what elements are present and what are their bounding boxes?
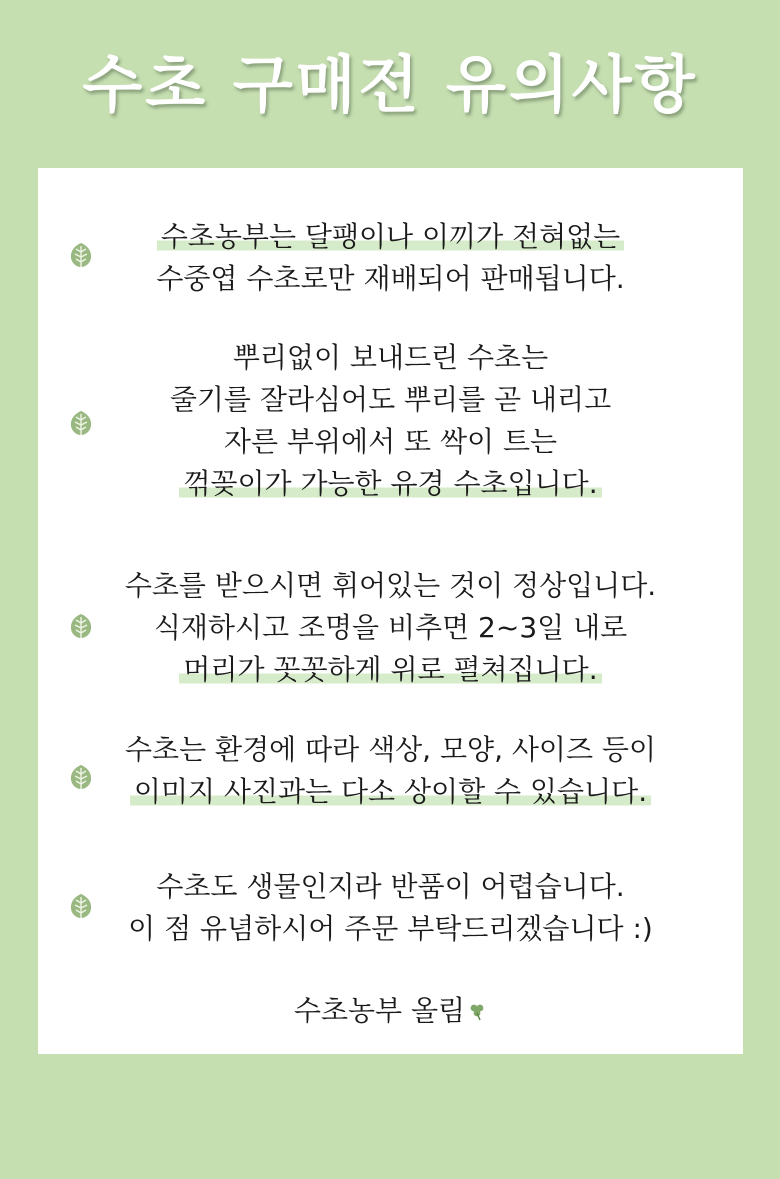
notice-card [38,168,743,1054]
notice-paragraph-1 [38,216,743,300]
notice-line: 꺾꽂이가 가능한 유경 수초입니다. [38,463,743,505]
notice-line: 자른 부위에서 또 싹이 트는 [223,425,558,458]
notice-line: 머리가 꼿꼿하게 위로 펼쳐집니다. [38,649,743,691]
notice-line: 이 점 유념하시어 주문 부탁드리겠습니다 :) [128,912,653,945]
notice-line: 수초농부는 달팽이나 이끼가 전혀없는 [38,216,743,258]
notice-line: 수초는 환경에 따라 색상, 모양, 사이즈 등이 [124,733,657,766]
notice-line: 수초를 받으시면 휘어있는 것이 정상입니다. [124,569,657,602]
signoff [38,990,743,1032]
page-title: 수초 구매전 유의사항 [82,48,698,121]
signoff-text: 수초농부 올림 [293,994,466,1027]
notice-line: 수초도 생물인지라 반품이 어렵습니다. [156,870,625,903]
notice-line: 뿌리없이 보내드린 수초는 [232,341,549,374]
notice-line: 이미지 사진과는 다소 상이할 수 있습니다. [38,771,743,813]
notice-paragraph-3 [38,565,743,691]
notice-paragraph-2 [38,337,743,505]
notice-line: 수중엽 수초로만 재배되어 판매됩니다. [156,262,625,295]
notice-line: 식재하시고 조명을 비추면 2~3일 내로 [153,611,628,644]
notice-line: 줄기를 잘라심어도 뿌리를 곧 내리고 [169,383,612,416]
clover-icon [467,1001,487,1021]
notice-paragraph-5 [38,866,743,950]
notice-paragraph-4 [38,729,743,813]
